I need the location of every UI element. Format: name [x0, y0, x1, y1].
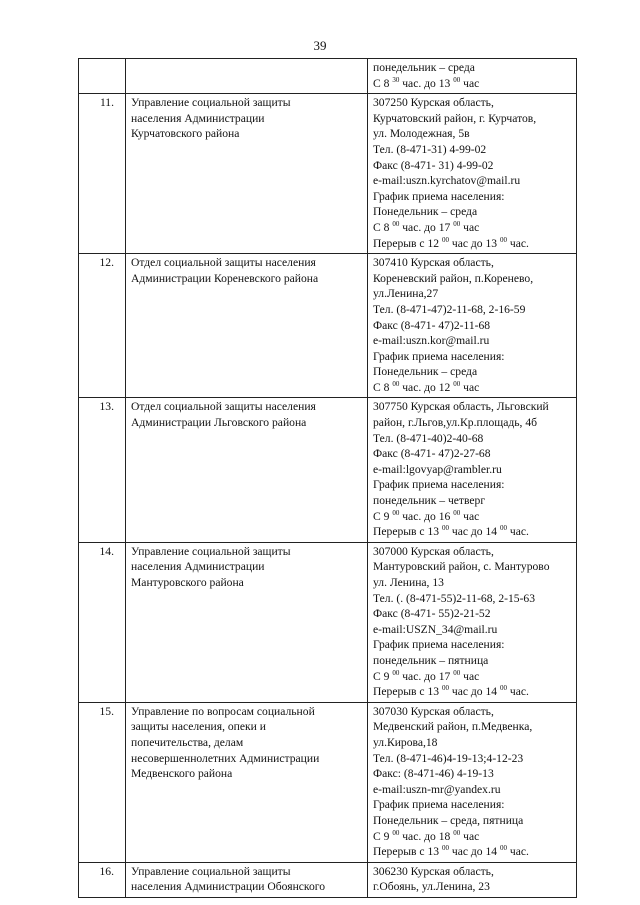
text-line: 306230 Курская область, [373, 864, 494, 878]
text-line: Администрации Кореневского района [131, 271, 319, 285]
text-line: e-mail:lgovyap@rambler.ru [373, 462, 502, 476]
text-line: Мантуровский район, с. Мантурово [373, 560, 550, 574]
superscript-minutes: 00 [392, 220, 400, 229]
row-number-cell: 11. [79, 94, 126, 254]
text-line: Понедельник – среда, пятница [373, 813, 524, 827]
text-line: Факс (8-471- 55)2-21-52 [373, 607, 491, 621]
text-line: Администрации Льговского района [131, 416, 307, 430]
contacts-table-body [79, 59, 577, 898]
table-row [79, 398, 577, 542]
row-info-cell [368, 398, 577, 542]
text-line: ул. Молодежная, 5в [373, 127, 470, 141]
text-line: Тел. (. (8-471-55)2-11-68, 2-15-63 [373, 591, 536, 605]
text-line: С 8 $^{00}$ час. до 12 $^{00}$ час [373, 380, 480, 394]
text-line: Медвенского района [131, 767, 233, 781]
row-number-cell: 14. [79, 542, 126, 702]
text-line: График приема населения: [373, 349, 505, 363]
table-row [79, 542, 577, 702]
text-line: С 9 $^{00}$ час. до 16 $^{00}$ час [373, 508, 480, 523]
row-number-cell: 12. [79, 254, 126, 398]
row-info-cell [368, 59, 577, 94]
table-row [79, 862, 577, 897]
superscript-minutes: 00 [453, 220, 461, 229]
text-line: График приема населения: [373, 638, 505, 652]
text-line: 307030 Курская область, [373, 704, 494, 718]
text-line: понедельник – пятница [373, 653, 489, 667]
superscript-minutes: 30 [392, 75, 400, 84]
text-line: График приема населения: [373, 478, 505, 492]
text-line: Тел. (8-471-46)4-19-13;4-12-23 [373, 751, 524, 765]
text-line: Управление социальной защиты [131, 864, 291, 878]
superscript-minutes: 00 [392, 508, 400, 517]
text-line: Факс: (8-471-46) 4-19-13 [373, 767, 494, 781]
superscript-minutes: 00 [392, 380, 400, 389]
row-name-cell [126, 398, 368, 542]
text-line: Отдел социальной защиты населения [131, 400, 316, 414]
table-row [79, 94, 577, 254]
text-line: Тел. (8-471-40)2-40-68 [373, 431, 484, 445]
row-number-cell [79, 59, 126, 94]
superscript-minutes: 00 [499, 235, 507, 244]
text-line: 307250 Курская область, [373, 96, 494, 110]
text-line: Перерыв с 13 $^{00}$ час до 14 $^{00}$ час. [373, 844, 529, 859]
text-line: ул.Кирова,18 [373, 735, 438, 749]
text-line: С 8 $^{30}$ час. до 13 $^{00}$ час [373, 75, 480, 90]
superscript-minutes: 00 [453, 380, 461, 389]
text-line: Понедельник – среда [373, 205, 478, 219]
text-line: Мантуровского района [131, 576, 244, 589]
text-line: Факс (8-471- 47)2-27-68 [373, 447, 491, 461]
row-name-cell [126, 59, 368, 94]
text-line: Курчатовского района [131, 127, 240, 141]
text-line: г.Обоянь, ул.Ленина, 23 [373, 880, 490, 894]
row-info-cell [368, 862, 577, 897]
superscript-minutes: 00 [441, 844, 449, 853]
text-line: График приема населения: [373, 189, 505, 203]
table-row [79, 702, 577, 862]
text-line: e-mail:uszn.kor@mail.ru [373, 334, 490, 348]
text-line: Понедельник – среда [373, 365, 478, 379]
row-name-cell [126, 254, 368, 398]
superscript-minutes: 00 [453, 75, 461, 84]
superscript-minutes: 00 [453, 828, 461, 837]
superscript-minutes: 00 [453, 668, 461, 677]
text-line: Управление социальной защиты [131, 544, 291, 558]
superscript-minutes: 00 [441, 524, 449, 533]
superscript-minutes: 00 [453, 508, 461, 517]
text-line: Кореневский район, п.Коренево, [373, 271, 534, 285]
text-line: e-mail:uszn-mr@yandex.ru [373, 782, 501, 796]
row-number-cell: 16. [79, 862, 126, 897]
text-line: понедельник – четверг [373, 494, 486, 508]
text-line: Отдел социальной защиты населения [131, 256, 316, 270]
text-line: Перерыв с 12 $^{00}$ час до 13 $^{00}$ час. [373, 235, 529, 250]
text-line: Перерыв с 13 $^{00}$ час до 14 $^{00}$ час. [373, 684, 529, 699]
text-line: 307410 Курская область, [373, 256, 494, 270]
text-line: 307750 Курская область, Льговский [373, 400, 549, 414]
text-line: e-mail:uszn.kyrchatov@mail.ru [373, 174, 521, 188]
row-info-cell [368, 702, 577, 862]
text-line: Медвенский район, п.Медвенка, [373, 720, 533, 734]
superscript-minutes: 00 [499, 684, 507, 693]
text-line: Перерыв с 13 $^{00}$ час до 14 $^{00}$ час. [373, 524, 529, 539]
text-line: График приема населения: [373, 798, 505, 812]
text-line: e-mail:USZN_34@mail.ru [373, 622, 498, 636]
page-number: 39 [313, 38, 327, 53]
text-line: район, г.Льгов,ул.Кр.площадь, 4б [373, 416, 538, 430]
table-row-continuation [79, 59, 577, 94]
text-line: Управление социальной защиты [131, 96, 291, 110]
superscript-minutes: 00 [392, 668, 400, 677]
text-line: Курчатовский район, г. Курчатов, [373, 111, 537, 125]
text-line: Тел. (8-471-31) 4-99-02 [373, 142, 487, 156]
row-info-cell [368, 254, 577, 398]
text-line: 307000 Курская область, [373, 544, 494, 558]
superscript-minutes: 00 [441, 235, 449, 244]
table-row [79, 254, 577, 398]
text-line: Факс (8-471- 47)2-11-68 [373, 318, 491, 332]
text-line: С 9 $^{00}$ час. до 18 $^{00}$ час [373, 828, 480, 843]
text-line: С 8 $^{00}$ час. до 17 $^{00}$ час [373, 220, 480, 234]
text-line: попечительства, делам [131, 735, 244, 749]
row-name-cell [126, 542, 368, 702]
text-line: ул.Ленина,27 [373, 287, 439, 301]
superscript-minutes: 00 [499, 844, 507, 853]
row-info-cell [368, 94, 577, 254]
text-line: населения Администрации [131, 111, 265, 125]
text-line: понедельник – среда [373, 61, 475, 74]
contacts-table [78, 58, 577, 898]
superscript-minutes: 00 [441, 684, 449, 693]
text-line: защиты населения, опеки и [131, 720, 266, 734]
row-name-cell [126, 862, 368, 897]
row-name-cell [126, 94, 368, 254]
text-line: Факс (8-471- 31) 4-99-02 [373, 158, 494, 172]
text-line: населения Администрации [131, 560, 265, 574]
superscript-minutes: 00 [499, 524, 507, 533]
text-line: несовершеннолетних Администрации [131, 751, 320, 765]
row-info-cell [368, 542, 577, 702]
row-number-cell: 13. [79, 398, 126, 542]
text-line: Тел. (8-471-47)2-11-68, 2-16-59 [373, 302, 526, 316]
text-line: Управление по вопросам социальной [131, 704, 315, 718]
row-name-cell [126, 702, 368, 862]
text-line: населения Администрации Обоянского [131, 880, 326, 894]
superscript-minutes: 00 [392, 828, 400, 837]
text-line: С 9 $^{00}$ час. до 17 $^{00}$ час [373, 668, 480, 683]
text-line: ул. Ленина, 13 [373, 576, 444, 589]
row-number-cell: 15. [79, 702, 126, 862]
